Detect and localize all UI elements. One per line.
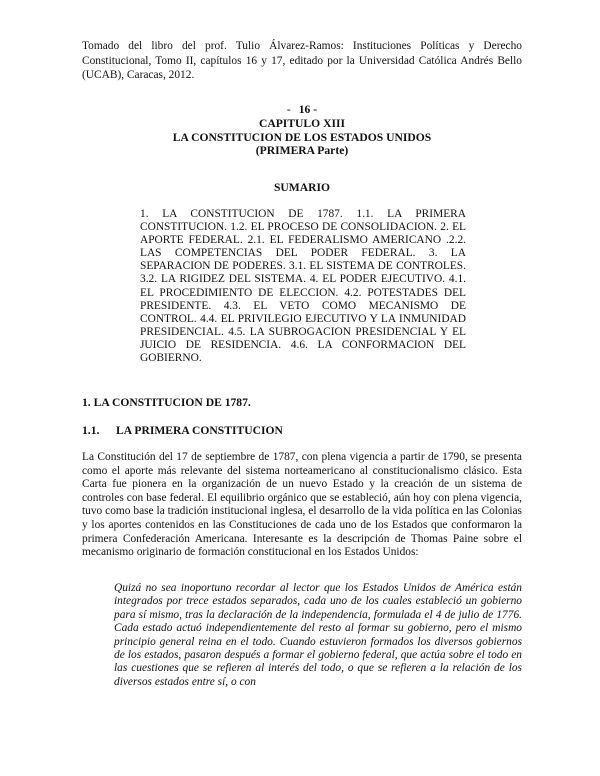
- summary-heading: SUMARIO: [273, 181, 331, 194]
- chapter-title: LA CONSTITUCION DE LOS ESTADOS UNIDOS: [172, 130, 432, 144]
- chapter-number: CAPITULO XIII: [258, 117, 345, 130]
- summary-text: 1. LA CONSTITUCION DE 1787. 1.1. LA PRIMERA CONSTITUCION. 1.2. EL PROCESO DE CONSOLIDACION. 2. EL APORTE FEDERAL. 2.1. EL FEDERALISMO AMERICANO .2.2. LAS COMPETENCIAS DEL PODER FEDERAL. 3. LA SEPARACION DE PODERES. 3.1. EL SISTEMA DE CONTROLES. 3.2. LA RIGIDEZ DEL SISTEMA. 4. EL PODER EJECUTIVO. 4.1. EL PROCEDIMIENTO DE ELECCION. 4.2. POTESTADES DEL PRESIDENTE. 4.3. EL VETO COMO MECANISMO DE CONTROL. 4.4. EL PRIVILEGIO EJECUTIVO Y LA INMUNIDAD PRESIDENCIAL. 4.5. LA SUBROGACION PRESIDENCIAL Y EL JUICIO DE RESIDENCIA. 4.6. LA CONFORMACION DEL GOBIERNO.: [140, 208, 466, 365]
- section-1-1-title: LA PRIMERA CONSTITUCION: [116, 424, 283, 437]
- section-heading-1: 1. LA CONSTITUCION DE 1787.: [82, 396, 251, 409]
- block-quote: Quizá no sea inoportuno recordar al lector que los Estados Unidos de América están integrados por trece estados separados, cada uno de los cuales estableció un gobierno para sí mismo, tras la declaración de la independencia, formulada el 4 de julio de 1776. Cada estado actuó independientemente del resto al formar su gobierno, pero el mismo principio general reina en el todo. Cuando estuvieron formados los diversos gobiernos de los estados, pasaron después a formar el gobierno federal, que actúa sobre el todo en las cuestiones que se refieren al interés del todo, o que se refieren a la relación de los diversos estados entre sí, o con: [114, 582, 522, 688]
- chapter-part: (PRIMERA Parte): [255, 144, 349, 158]
- source-note: Tomado del libro del prof. Tulio Álvarez-Ramos: Instituciones Políticas y Derecho Constitucional, Tomo II, capítulos 16 y 17, editado por la Universidad Católica Andrés Bello (UCAB), Caracas, 2012.: [82, 40, 522, 81]
- page-number: [82, 103, 522, 117]
- section-heading-1-1: [82, 424, 283, 437]
- page-number-dash: -: [286, 103, 291, 116]
- section-1-1-number: 1.1.: [82, 424, 100, 437]
- chapter-heading: [82, 117, 522, 158]
- page-number-value: 16 -: [298, 103, 318, 116]
- body-paragraph: La Constitución del 17 de septiembre de 1787, con plena vigencia a partir de 1790, se presenta como el aporte más relevante del sistema norteamericano al constitucionalismo clásico. Esta Carta fue pionera en la organización de un nuevo Estado y la creación de un sistema de controles con base federal. El equilibrio orgánico que se estableció, aún hoy con plena vigencia, tuvo como base la tradición institucional inglesa, el desarrollo de la vida política en las Colonias y los aportes contenidos en las Constituciones de cada uno de los Estados que conformaron la primera Confederación Americana. Interesante es la descripción de Thomas Paine sobre el mecanismo originario de formación constitucional en los Estados Unidos:: [82, 451, 522, 559]
